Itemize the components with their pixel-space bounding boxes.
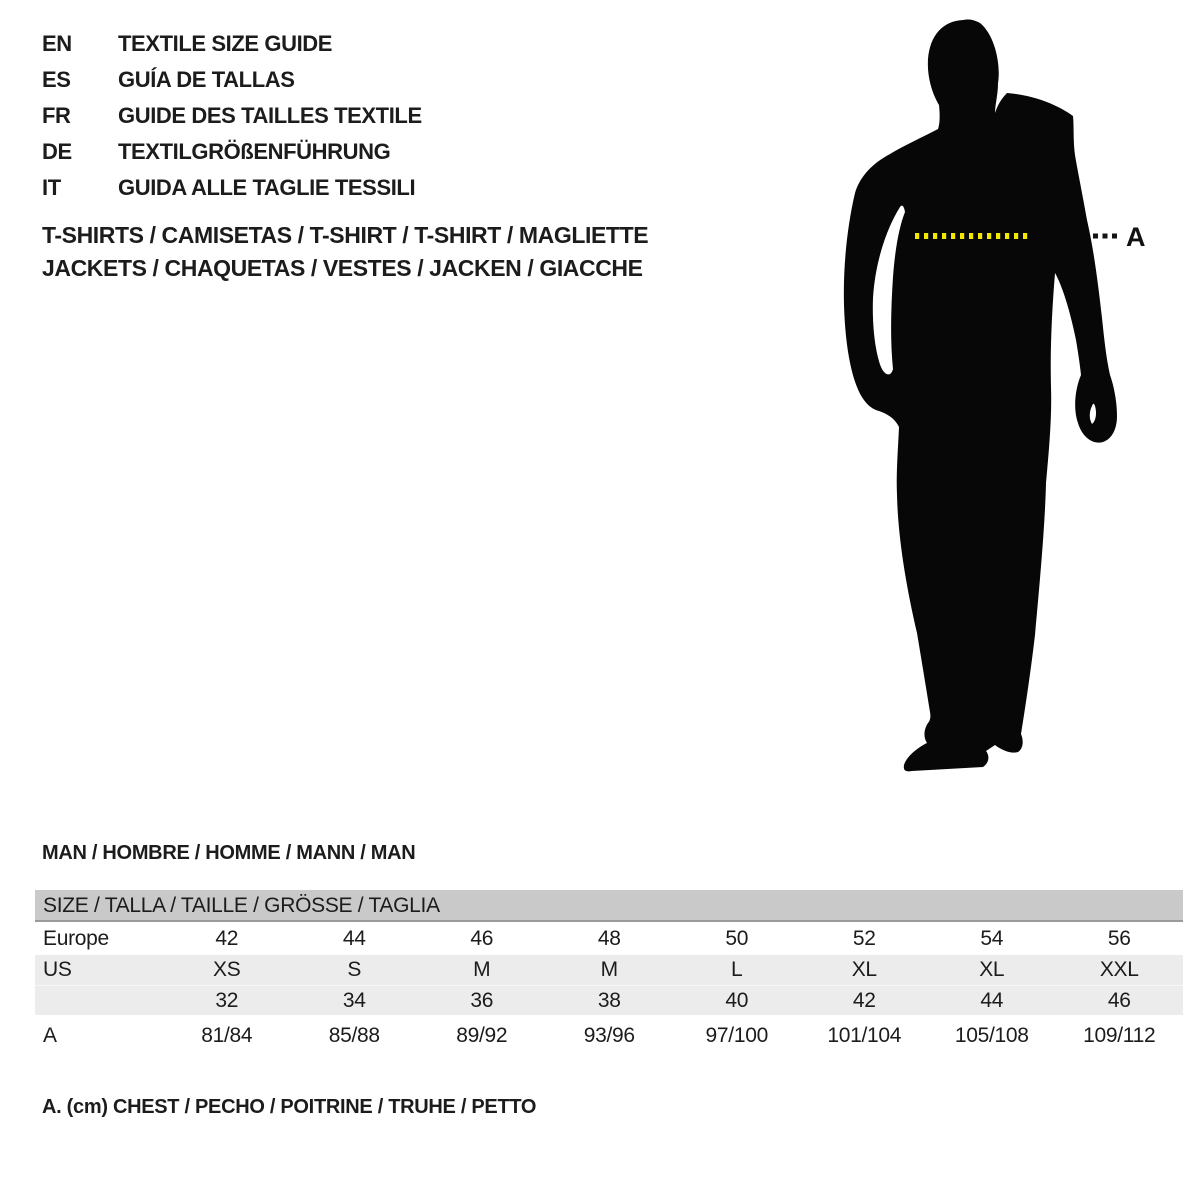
size-cell: 56 xyxy=(1107,926,1131,950)
language-row-en xyxy=(42,26,422,62)
product-line-jackets: JACKETS / CHAQUETAS / VESTES / JACKEN / GIACCHE xyxy=(42,255,643,281)
product-category-block xyxy=(42,219,648,285)
size-cell: 40 xyxy=(725,988,749,1012)
size-cell: XS xyxy=(213,958,241,981)
size-cell: 44 xyxy=(980,988,1004,1012)
product-line-tshirts: T-SHIRTS / CAMISETAS / T-SHIRT / T-SHIRT / MAGLIETTE xyxy=(42,222,649,248)
size-cell: 97/100 xyxy=(705,1024,768,1047)
size-cell: 46 xyxy=(470,926,494,950)
size-cell: 38 xyxy=(597,988,621,1012)
size-cell: 93/96 xyxy=(583,1024,635,1047)
size-cell: 42 xyxy=(852,988,876,1012)
table-row-chest-measure xyxy=(35,1015,1183,1057)
row-label: US xyxy=(43,958,72,981)
size-cell: 109/112 xyxy=(1083,1024,1156,1047)
size-cell: S xyxy=(347,958,362,981)
size-cell: M xyxy=(473,958,491,981)
table-row-us xyxy=(35,955,1183,985)
size-cell: 48 xyxy=(597,926,621,950)
language-label: GUÍA DE TALLAS xyxy=(118,67,295,92)
size-table-header: SIZE / TALLA / TAILLE / GRÖSSE / TAGLIA xyxy=(35,890,1183,922)
language-row-it xyxy=(42,170,422,206)
size-cell: 105/108 xyxy=(954,1024,1029,1047)
size-cell: 34 xyxy=(342,988,366,1012)
language-code: DE xyxy=(42,139,72,164)
size-cell: 32 xyxy=(215,988,239,1012)
man-silhouette-figure xyxy=(835,15,1145,775)
language-title-block xyxy=(42,26,422,206)
size-cell: 101/104 xyxy=(827,1024,902,1047)
language-label: TEXTILGRÖßENFÜHRUNG xyxy=(118,139,391,164)
measure-label-a: A xyxy=(1126,222,1145,252)
man-silhouette xyxy=(844,19,1117,771)
size-cell: 42 xyxy=(215,926,239,950)
language-label: GUIDE DES TAILLES TEXTILE xyxy=(118,103,422,128)
size-cell: L xyxy=(731,958,743,981)
language-row-es xyxy=(42,62,422,98)
language-code: IT xyxy=(42,175,61,200)
size-cell: 85/88 xyxy=(328,1024,380,1047)
size-cell: XL xyxy=(979,958,1005,981)
size-cell: 36 xyxy=(470,988,494,1012)
table-row-us-numeric xyxy=(35,985,1183,1015)
table-row-europe xyxy=(35,922,1183,955)
language-code: ES xyxy=(42,67,71,92)
size-cell: 54 xyxy=(980,926,1004,950)
size-cell: 50 xyxy=(725,926,749,950)
language-label: GUIDA ALLE TAGLIE TESSILI xyxy=(118,175,416,200)
language-label: TEXTILE SIZE GUIDE xyxy=(118,31,333,56)
measurement-footnote: A. (cm) CHEST / PECHO / POITRINE / TRUHE / PETTO xyxy=(42,1096,537,1118)
row-label: Europe xyxy=(43,926,109,950)
language-code: EN xyxy=(42,31,72,56)
section-title-man: MAN / HOMBRE / HOMME / MANN / MAN xyxy=(42,842,416,864)
size-cell: 89/92 xyxy=(456,1024,508,1047)
size-cell: 44 xyxy=(342,926,366,950)
size-cell: XXL xyxy=(1099,958,1139,981)
language-row-de xyxy=(42,134,422,170)
language-code: FR xyxy=(42,103,71,128)
size-cell: XL xyxy=(851,958,877,981)
size-cell: 81/84 xyxy=(201,1024,253,1047)
row-label: A xyxy=(43,1024,57,1047)
size-cell: M xyxy=(600,958,618,981)
size-table xyxy=(35,890,1183,1057)
language-row-fr xyxy=(42,98,422,134)
size-cell: 46 xyxy=(1107,988,1131,1012)
size-cell: 52 xyxy=(852,926,876,950)
